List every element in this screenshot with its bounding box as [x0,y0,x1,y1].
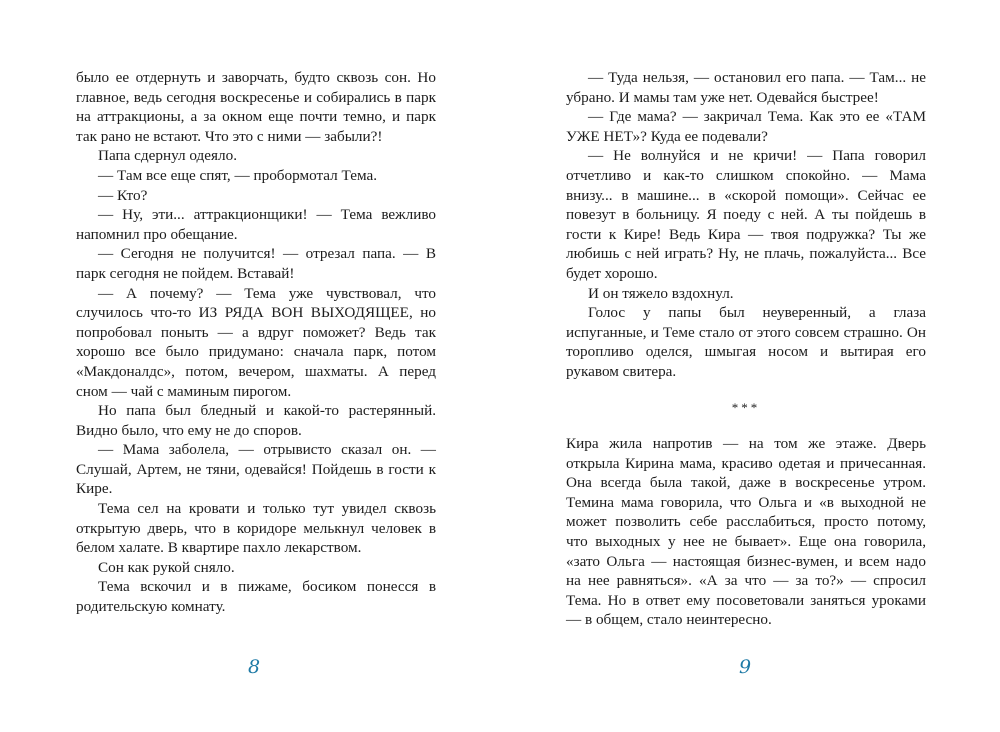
paragraph: Папа сдернул одеяло. [98,147,237,165]
paragraph: И он тяжело вздохнул. [588,284,734,302]
paragraph: — Сегодня не получится! — отрезал папа. — В парк сегодня не пойдем. Вставай! [76,245,436,282]
page-number-left: 8 [248,656,261,678]
paragraph: Тема сел на кровати и только тут увидел сквозь открытую дверь, что в коридоре мелькнул человек в белом халате. В квартире пахло лекарством. [76,500,436,557]
paragraph: — Там все еще спят, — пробормотал Тема. [98,166,378,184]
paragraph: — Ну, эти... аттракционщики! — Тема вежливо напомнил про обещание. [76,206,436,243]
paragraph: Кира жила напротив — на том же этаже. Дверь открыла Кирина мама, красиво одетая и причесанная. Она всегда была такой, даже в воскресенье утром. Темина мама говорила, что Ольга и «в выходной не может позволить себе расслабиться, просто потому, что выходных у нее не бывает». Еще она говорила, «зато Ольга — настоящая бизнес-вумен, и всем надо на нее равняться». «А за что — за то?» — спросил Тема. Но в ответ ему посоветовали заняться уроками — в общем, стало неинтересно. [566,435,926,629]
left-page [76,68,436,617]
paragraph: Тема вскочил и в пижаме, босиком понесся в родительскую комнату. [76,578,436,616]
right-page [566,68,926,630]
paragraph: — Туда нельзя, — остановил его папа. — Там... не убрано. И мамы там уже нет. Одевайся быстрее! [566,69,926,106]
paragraph: было ее отдернуть и заворчать, будто сквозь сон. Но главное, ведь сегодня воскресенье и собирались в парк на аттракционы, а за окном еще почти темно, и парк так рано не встают. Что это с ними — забыли?! [76,69,436,145]
paragraph: — Мама заболела, — отрывисто сказал он. — Слушай, Артем, не тяни, одевайся! Пойдешь в гости к Кире. [76,441,436,498]
page-number-right: 9 [739,656,752,678]
paragraph: Сон как рукой сняло. [98,558,235,576]
paragraph: — А почему? — Тема уже чувствовал, что случилось что-то ИЗ РЯДА ВОН ВЫХОДЯЩЕЕ, но попробовал поныть — а вдруг поможет? Ведь так хорошо все было придумано: сначала парк, потом «Макдоналдс», потом, вечером, шахматы. А перед сном — чай с маминым пирогом. [76,284,436,400]
paragraph: — Не волнуйся и не кричи! — Папа говорил отчетливо и как-то слишком спокойно. — Мама внизу... в машине... в «скорой помощи». Сейчас ее повезут в больницу. Я поеду с ней. А ты пойдешь в гости к Кире! Ведь Кира — твоя подружка? Ты же любишь с ней играть? Ну, не плачь, пожалуйста... Все будет хорошо. [566,147,926,282]
paragraph: — Где мама? — закричал Тема. Как это ее «ТАМ УЖЕ НЕТ»? Куда ее подевали? [566,108,926,145]
section-separator: *** [731,399,761,415]
paragraph: Но папа был бледный и какой-то растерянный. Видно было, что ему не до споров. [76,402,436,439]
paragraph: Голос у папы был неуверенный, а глаза испуганные, и Теме стало от этого совсем страшно. Он торопливо оделся, шмыгая носом и вытирая его рукавом свитера. [566,304,926,380]
paragraph: — Кто? [98,186,148,204]
